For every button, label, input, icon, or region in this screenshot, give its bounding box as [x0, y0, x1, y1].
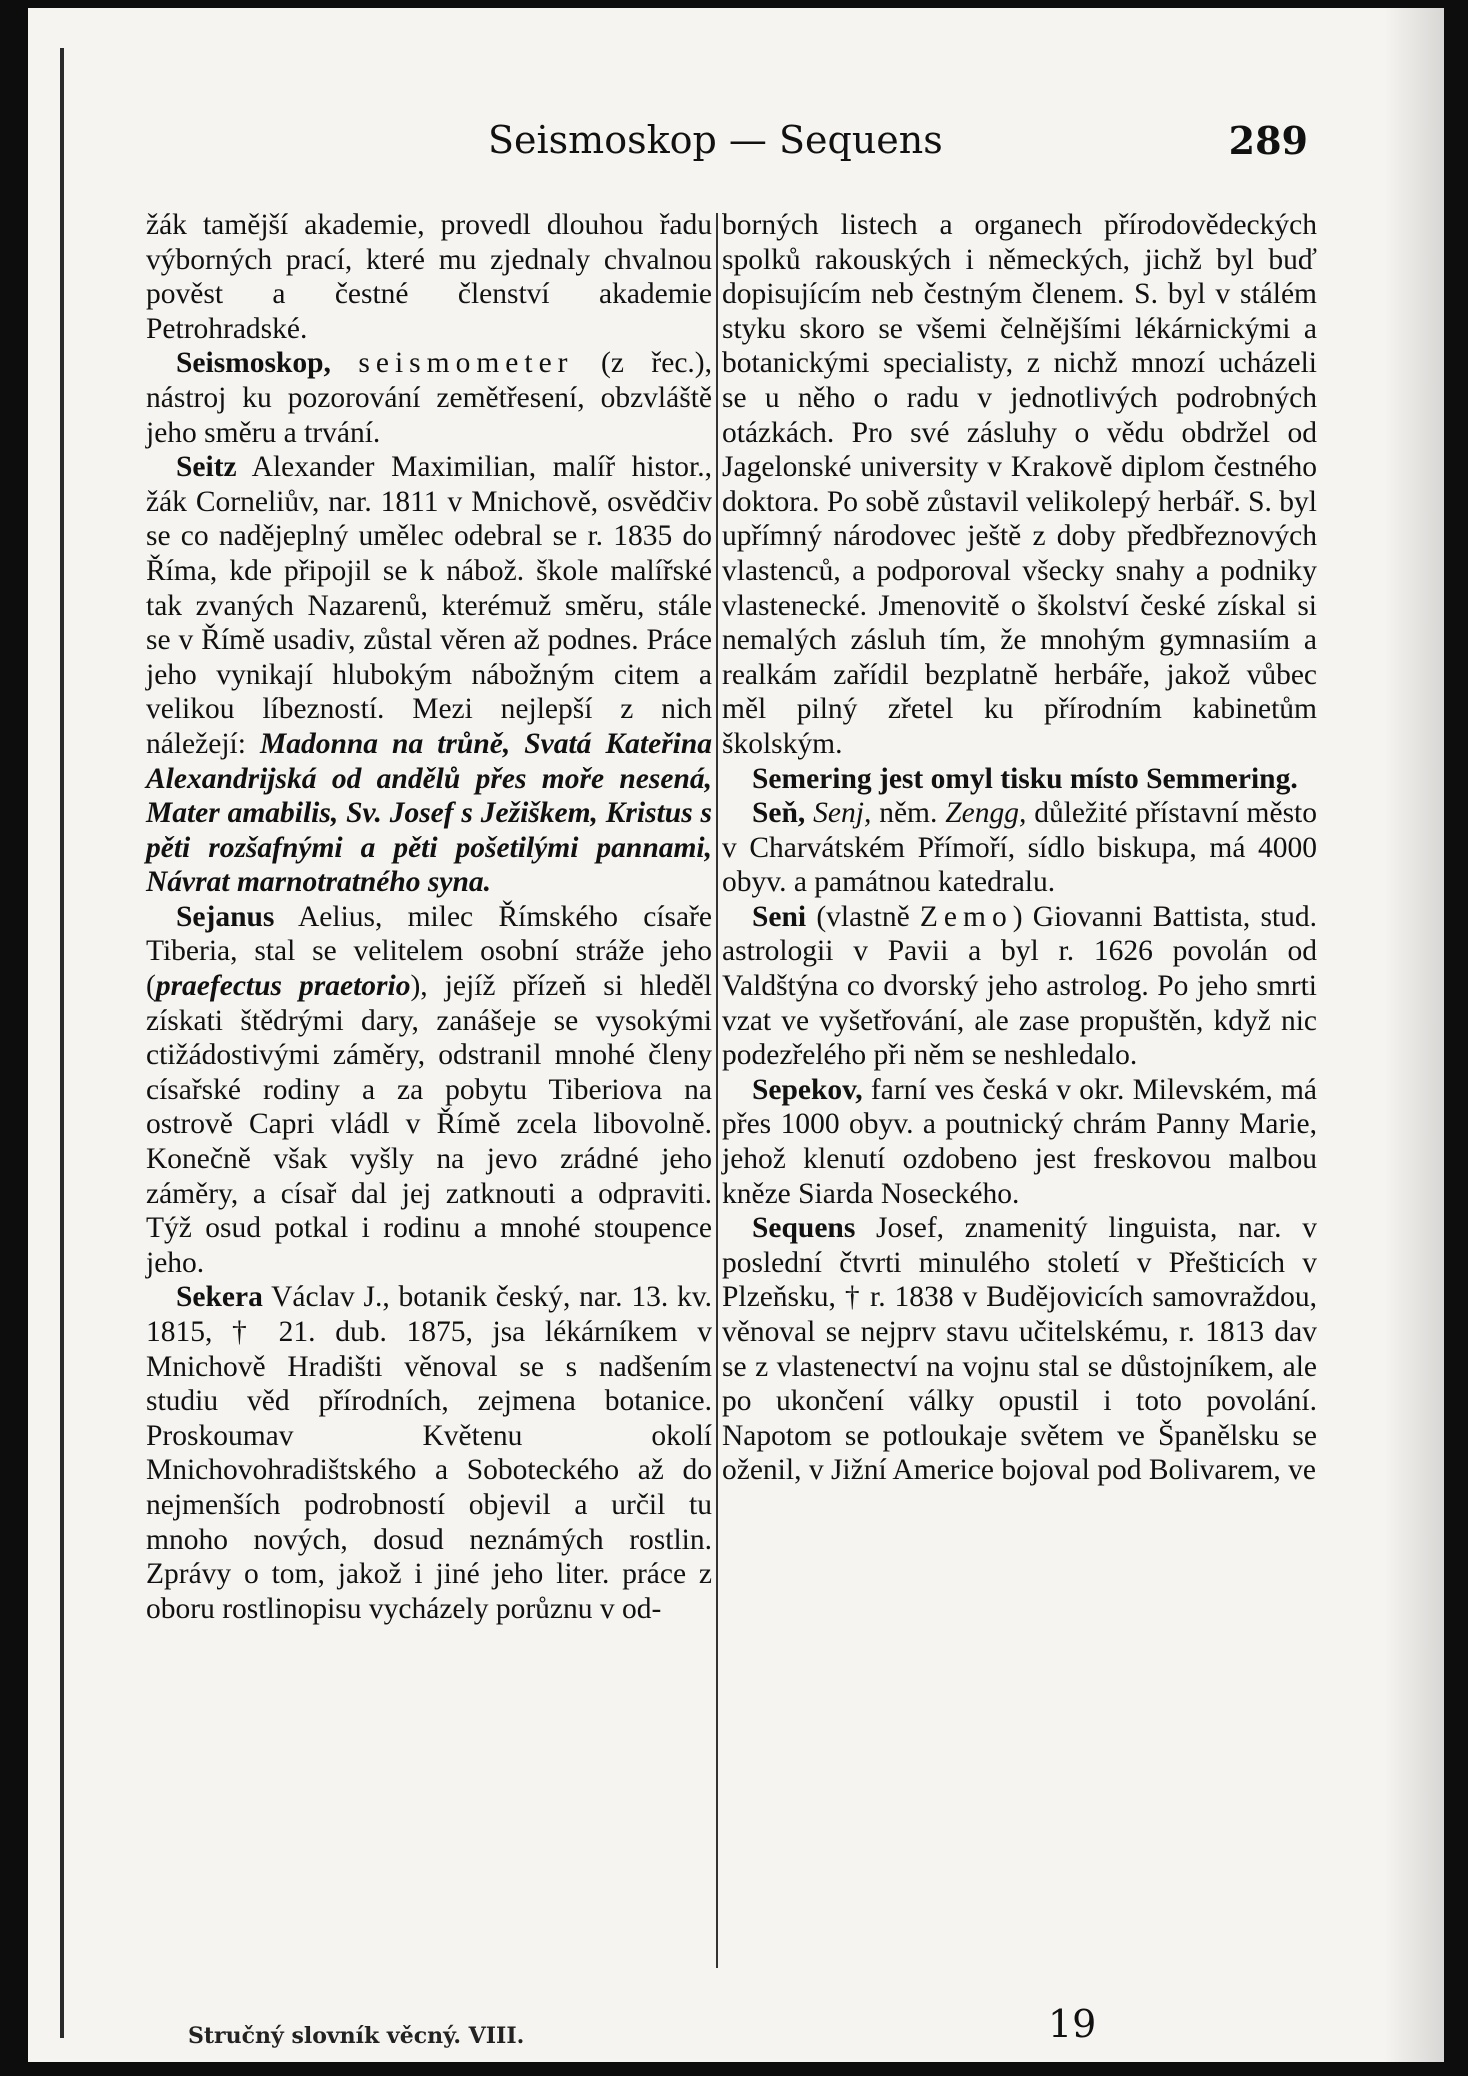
entry-sepekov	[722, 1073, 1317, 1211]
page-shadow	[1384, 8, 1444, 2062]
entry-headword: Semering	[752, 762, 872, 795]
entry-headword: Sejanus	[176, 900, 275, 933]
page-header	[148, 118, 1308, 168]
entry-text: farní ves česká v okr. Milevském, má přes 1000 obyv. a poutnický chrám Panny Marie, jehož klenutí ozdobeno jest freskovou malbou kněze Siarda Noseckého.	[722, 1073, 1317, 1210]
entry-crossref: Semmering.	[1146, 762, 1298, 795]
binding-edge	[60, 48, 64, 2038]
entry-text: Josef, znamenitý linguista, nar. v poslední čtvrti minulého století v Přešticích v Plzeňsku, † r. 1838 v Budějovicích samovraždou, věnoval se nejprv stavu učitelskému, r. 1813 dav se z vlastenectví na vojnu stal se důstojníkem, ale po ukončení války opustil i toto povolání. Napotom se potloukaje světem ve Španělsku se oženil, v Jižní Americe bojoval pod Bolivarem, ve	[722, 1212, 1317, 1487]
entry-latin-term: praefectus praetorio	[155, 970, 411, 1003]
entry-text: žák tamější akademie, provedl dlouhou řadu výborných prací, které mu zjednaly chvalnou pověst a čestné členství akademie Petrohradské.	[146, 209, 712, 345]
entry-text: ) Giovanni Battista, stud. astrologii v Pavii a byl r. 1626 povolán od Valdštýna co dvorský jeho astrolog. Po jeho smrti vzat ve vyšetřování, ale zase propuštěn, když nic podezřelého při něm se neshledalo.	[722, 900, 1317, 1072]
entry-continuation	[722, 208, 1317, 762]
entry-seismoskop	[146, 346, 712, 450]
entry-headword: Sequens	[752, 1212, 856, 1245]
entry-synonym: Zemo	[919, 900, 1013, 933]
right-column	[710, 208, 1317, 1488]
entry-text: jest omyl tisku místo	[879, 762, 1139, 795]
entry-synonym: seismometer	[358, 347, 574, 380]
entry-sejanus	[146, 900, 712, 1281]
entry-sequens	[722, 1211, 1317, 1488]
entry-works: Madonna na trůně, Svatá Kateřina Alexandrijská od andělů přes moře nesená, Mater amabilis, Sv. Josef s Ježiškem, Kristus s pěti rozšafnými a pěti pošetilými pannami, Návrat marnotratného syna.	[146, 727, 713, 899]
entry-variant: Zengg,	[945, 797, 1027, 830]
entry-text: důležité přístavní město v Charvátském Přímoří, sídlo biskupa, má 4000 obyv. a památnou katedralu.	[722, 797, 1317, 899]
footer-signature-mark: 19	[1048, 2002, 1097, 2046]
page	[28, 8, 1444, 2062]
entry-seni	[722, 900, 1317, 1073]
entry-headword: Seni	[752, 900, 807, 933]
entry-text: (vlastně	[816, 900, 910, 933]
entry-sen	[722, 796, 1317, 900]
entry-headword: Sepekov,	[752, 1073, 863, 1106]
entry-text: ), jejíž přízeň si hleděl získati štědrými dary, zanášeje se vysokými ctižádostivými záměry, odstranil mnohé členy císařské rodiny a za pobytu Tiberiova na ostrově Capri vládl v Římě zcela libovolně. Konečně však vyšly na jevo zrádné jeho záměry, a císař dal jej zatknouti a odpraviti. Týž osud potkal i rodinu a mnohé stoupence jeho.	[146, 970, 712, 1279]
page-number: 289	[1228, 118, 1308, 163]
entry-continuation	[146, 208, 712, 346]
entry-headword: Seismoskop,	[176, 347, 331, 380]
entry-semering	[722, 762, 1317, 797]
entry-text: něm.	[879, 797, 938, 830]
entry-seitz	[146, 450, 712, 900]
entry-headword: Seň,	[752, 797, 806, 830]
entry-text: borných listech a organech přírodovědeckých spolků rakouských i německých, jichž byl buď dopisujícím neb čestným členem. S. byl v stálém styku skoro se všemi čelnějšími lékárnickými a botanickými specialisty, z nichž mnozí ucházeli se u něho o radu v jednotlivých podrobných otázkách. Pro své zásluhy o vědu obdržel od Jagelonské university v Krakově diplom čestného doktora. Po sobě zůstavil velikolepý herbář. S. byl upřímný národovec ještě z doby předbřeznových vlastenců, a podporoval všecky snahy a podniky vlastenecké. Jmenovitě o školství české získal si nemalých zásluh tím, že mnohým gymnasiím a realkám zařídil bezplatně herbáře, jakož vůbec měl pilný zřetel ku přírodním kabinetům školským.	[722, 209, 1317, 760]
entry-text: (z řec.), nástroj ku pozorování zemětřesení, obzvláště jeho směru a trvání.	[146, 347, 712, 449]
left-column	[146, 208, 712, 1626]
entry-headword: Seitz	[176, 451, 237, 484]
footer-book-title: Stručný slovník věcný. VIII.	[188, 2023, 525, 2049]
entry-variant: Senj,	[813, 797, 872, 830]
running-title: Seismoskop — Sequens	[488, 118, 943, 162]
entry-sekera	[146, 1280, 712, 1626]
entry-headword: Sekera	[176, 1281, 263, 1314]
entry-text: Aelius, milec Římského císaře Tiberia, stal se velitelem osobní stráže jeho (	[146, 900, 713, 1003]
entry-text: Václav J., botanik český, nar. 13. kv. 1815, † 21. dub. 1875, jsa lékárníkem v Mnichově Hradišti věnoval se s nadšením studiu věd přírodních, zejmena botanice. Proskoumav Květenu okolí Mnichovohradištského a Soboteckého až do nejmenších podrobností objevil a určil tu mnoho nových, dosud neznámých rostlin. Zprávy o tom, jakož i jiné jeho liter. práce z oboru rostlinopisu vycházely porůznu v od-	[146, 1281, 712, 1625]
entry-text: Alexander Maximilian, malíř histor., žák Corneliův, nar. 1811 v Mnichově, osvědčiv se co nadějeplný umělec odebral se r. 1835 do Říma, kde připojil se k nábož. škole malířské tak zvaných Nazarenů, kterémuž směru, stále se v Římě usadiv, zůstal věren až podnes. Práce jeho vynikají hlubokým nábožným citem a velikou líbezností. Mezi nejlepší z nich náležejí:	[146, 451, 713, 760]
